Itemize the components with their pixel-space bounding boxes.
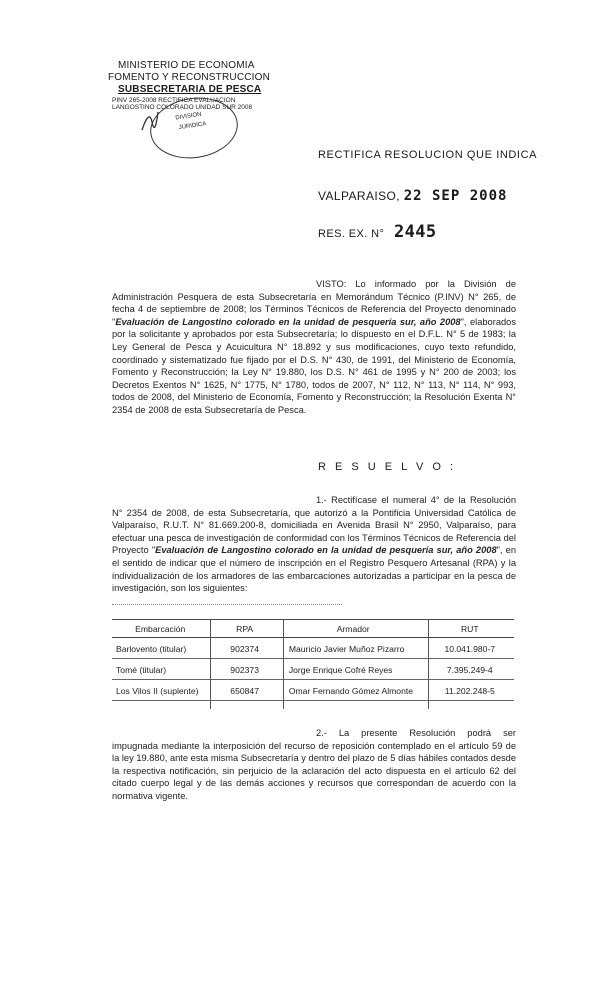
visto-project-title: Evaluación de Langostino colorado en la unidad de pesquería sur, año 2008 <box>115 316 461 327</box>
seal-text-division: DIVISION <box>175 111 203 122</box>
vessel-rpa: 902374 <box>208 638 280 659</box>
point-1-text-2: ", en el sentido de indicar que el número de inscripción en el Registro Pesquero Artesanal (RPA) y la individualización de los armadores de las embarcaciones autorizadas a participar en la pesca de investigación, son los siguientes: <box>112 545 516 594</box>
vessel-owner: Omar Fernando Gómez Almonte <box>281 680 426 701</box>
ministry-name: MINISTERIO DE ECONOMIA <box>118 60 255 71</box>
resolution-subject: RECTIFICA RESOLUCION QUE INDICA <box>318 149 538 161</box>
vessel-name: Barlovento (titular) <box>112 638 208 659</box>
point-1-project-title: Evaluación de Langostino colorado en la unidad de pesquería sur, año 2008 <box>155 545 497 556</box>
header-rut: RUT <box>426 620 514 638</box>
seal-text-juridica: JURIDICA <box>178 121 207 132</box>
visto-lead: VISTO: <box>316 279 347 289</box>
header-embarcacion: Embarcación <box>112 620 208 638</box>
signature-mark-icon <box>140 108 160 134</box>
point-1-text-1: 1.- Rectifícase el numeral 4° de la Resolución N° 2354 de 2008, de esta Subsecretaría, que autorizó a la Pontificia Universidad Católica de Valparaíso, R.U.T. N° 81.669.200-8, domiciliada en Avenida Brasil N° 2950, Valparaíso, para efectuar una pesca de investigación de conformidad con los Términos Técnicos de Referencia del Proyecto " <box>112 495 516 556</box>
subsecretaria-name: SUBSECRETARIA DE PESCA <box>118 84 262 95</box>
date-line <box>318 188 507 204</box>
visto-paragraph <box>112 278 516 417</box>
table-row <box>112 680 514 701</box>
dotted-divider <box>112 604 342 605</box>
vessel-name: Los Vilos II (suplente) <box>112 680 208 701</box>
resuelvo-heading: R E S U E L V O : <box>318 461 457 473</box>
vessel-owner: Jorge Enrique Cofré Reyes <box>281 659 426 680</box>
vessel-owner: Mauricio Javier Muñoz Pizarro <box>281 638 426 659</box>
resolution-label: RES. EX. N° <box>318 228 385 240</box>
header-armador: Armador <box>281 620 426 638</box>
date-stamp: 22 SEP 2008 <box>403 188 508 204</box>
vessel-name: Tomé (titular) <box>112 659 208 680</box>
visto-text-2: ", elaborados por la solicitante y aprobados por esta Subsecretaría; lo dispuesto en el D.F.L. N° 5 de 1983; la Ley General de Pesca y Acuicultura N° 18.892 y sus modificaciones, cuyo texto refundido, coordinado y sistematizado fue fijado por el D.S. N° 430, de 1991, del Ministerio de Economía, Fomento y Reconstrucción; la Ley N° 19.880, los D.S. N° 461 de 1995 y N° 200 de 2003; los Decretos Exentos N° 1625, N° 1775, N° 1780, todos de 2007, N° 112, N° 113, N° 114, N° 993, todos de 2008, del Ministerio de Economía, Fomento y Reconstrucción; la Resolución Exenta N° 2354 de 2008 de esta Subsecretaría de Pesca. <box>112 316 516 415</box>
reference-line-2: LANGOSTINO COLORADO UNIDAD SUR 2008 <box>112 104 253 111</box>
vessels-table <box>112 619 514 701</box>
owner-rut: 7.395.249-4 <box>426 659 514 680</box>
table-divider <box>428 619 429 709</box>
point-2-paragraph: 2.- La presente Resolución podrá ser impugnada mediante la interposición del recurso de reposición contemplado en el artículo 59 de la ley 19.880, ante esta misma Subsecretaría y dentro del plazo de 5 días hábiles contados desde la respectiva notificación, sin perjuicio de la aclaración del acto dispuesta en el artículo 62 del citado cuerpo legal y de las demás acciones y recursos que correspondan de acuerdo con la normativa vigente. <box>112 728 516 801</box>
table-row <box>112 638 514 659</box>
table-divider <box>210 619 211 709</box>
resolution-number: 2445 <box>394 222 437 242</box>
table-row <box>112 659 514 680</box>
owner-rut: 11.202.248-5 <box>426 680 514 701</box>
ministry-name-2: FOMENTO Y RECONSTRUCCION <box>108 72 271 83</box>
visto-text-1: Lo informado por la División de Administración Pesquera de esta Subsecretaría en Memorándum Técnico (P.INV) N° 265, de fecha 4 de septiembre de 2008; los Términos Técnicos de Referencia del Proyecto denominado " <box>112 279 516 327</box>
point-1-paragraph <box>112 494 516 595</box>
vessel-rpa: 650847 <box>208 680 280 701</box>
date-place: VALPARAISO, <box>318 189 400 203</box>
reference-line-1: PINV 265-2008 RECTIFICA EVALUACION <box>112 97 236 104</box>
owner-rut: 10.041.980-7 <box>426 638 514 659</box>
header-rpa: RPA <box>208 620 280 638</box>
table-divider <box>283 619 284 709</box>
table-header-row <box>112 620 514 638</box>
vessel-rpa: 902373 <box>208 659 280 680</box>
resolution-number-line <box>318 222 437 242</box>
